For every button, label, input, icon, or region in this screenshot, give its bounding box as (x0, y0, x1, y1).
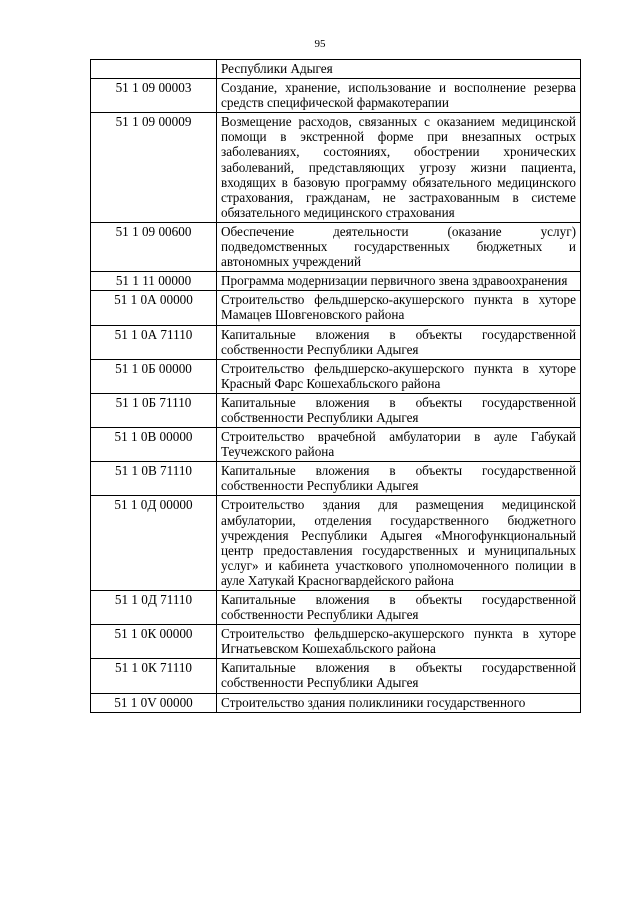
classification-code: 51 1 0Б 00000 (91, 359, 217, 393)
item-description: Капитальные вложения в объекты государственной собственности Республики Адыгея (217, 393, 581, 427)
item-description: Строительство здания для размещения медицинской амбулатории, отделения государственного бюджетного учреждения Республики Адыгея «Многофункциональный центр предоставления государственных и муниципальных услуг» и кабинета участкового уполномоченного полиции в ауле Хатукай Красногвардейского района (217, 496, 581, 591)
item-description: Строительство здания поликлиники государственного (217, 693, 581, 712)
classification-code: 51 1 0Б 71110 (91, 393, 217, 427)
table-row (91, 291, 581, 325)
table-row (91, 272, 581, 291)
classification-code: 51 1 0К 00000 (91, 625, 217, 659)
item-description: Строительство фельдшерско-акушерского пункта в хуторе Игнатьевском Кошехабльского района (217, 625, 581, 659)
classification-code: 51 1 0В 71110 (91, 462, 217, 496)
table-row (91, 591, 581, 625)
table-row (91, 496, 581, 591)
budget-classification-table (90, 59, 581, 713)
table-row (91, 393, 581, 427)
item-description: Капитальные вложения в объекты государственной собственности Республики Адыгея (217, 591, 581, 625)
item-description: Возмещение расходов, связанных с оказанием медицинской помощи в экстренной форме при внезапных острых заболеваниях, состояниях, обострении хронических заболеваний, представляющих угрозу жизни пациента, входящих в базовую программу обязательного медицинского страхования, гражданам, не застрахованным в системе обязательного медицинского страхования (217, 113, 581, 223)
classification-code: 51 1 11 00000 (91, 272, 217, 291)
classification-code (91, 60, 217, 79)
classification-code: 51 1 0В 00000 (91, 428, 217, 462)
classification-code: 51 1 0А 00000 (91, 291, 217, 325)
item-description: Капитальные вложения в объекты государственной собственности Республики Адыгея (217, 325, 581, 359)
classification-code: 51 1 0V 00000 (91, 693, 217, 712)
table-row (91, 625, 581, 659)
table-row (91, 60, 581, 79)
classification-code: 51 1 09 00009 (91, 113, 217, 223)
item-description: Создание, хранение, использование и восполнение резерва средств специфической фармакотерапии (217, 79, 581, 113)
table-row (91, 462, 581, 496)
table-row (91, 325, 581, 359)
classification-code: 51 1 0Д 00000 (91, 496, 217, 591)
table-row (91, 222, 581, 271)
classification-code: 51 1 0А 71110 (91, 325, 217, 359)
classification-code: 51 1 0К 71110 (91, 659, 217, 693)
classification-code: 51 1 09 00003 (91, 79, 217, 113)
item-description: Республики Адыгея (217, 60, 581, 79)
item-description: Обеспечение деятельности (оказание услуг) подведомственных государственных бюджетных и автономных учреждений (217, 222, 581, 271)
item-description: Строительство фельдшерско-акушерского пункта в хуторе Мамацев Шовгеновского района (217, 291, 581, 325)
page-number: 95 (314, 38, 326, 50)
table-row (91, 113, 581, 223)
item-description: Капитальные вложения в объекты государственной собственности Республики Адыгея (217, 659, 581, 693)
item-description: Строительство фельдшерско-акушерского пункта в хуторе Красный Фарс Кошехабльского района (217, 359, 581, 393)
table-row (91, 79, 581, 113)
table-row (91, 693, 581, 712)
classification-code: 51 1 0Д 71110 (91, 591, 217, 625)
classification-code: 51 1 09 00600 (91, 222, 217, 271)
table-row (91, 428, 581, 462)
table-row (91, 659, 581, 693)
item-description: Программа модернизации первичного звена здравоохранения (217, 272, 581, 291)
table-row (91, 359, 581, 393)
item-description: Капитальные вложения в объекты государственной собственности Республики Адыгея (217, 462, 581, 496)
item-description: Строительство врачебной амбулатории в ауле Габукай Теучежского района (217, 428, 581, 462)
